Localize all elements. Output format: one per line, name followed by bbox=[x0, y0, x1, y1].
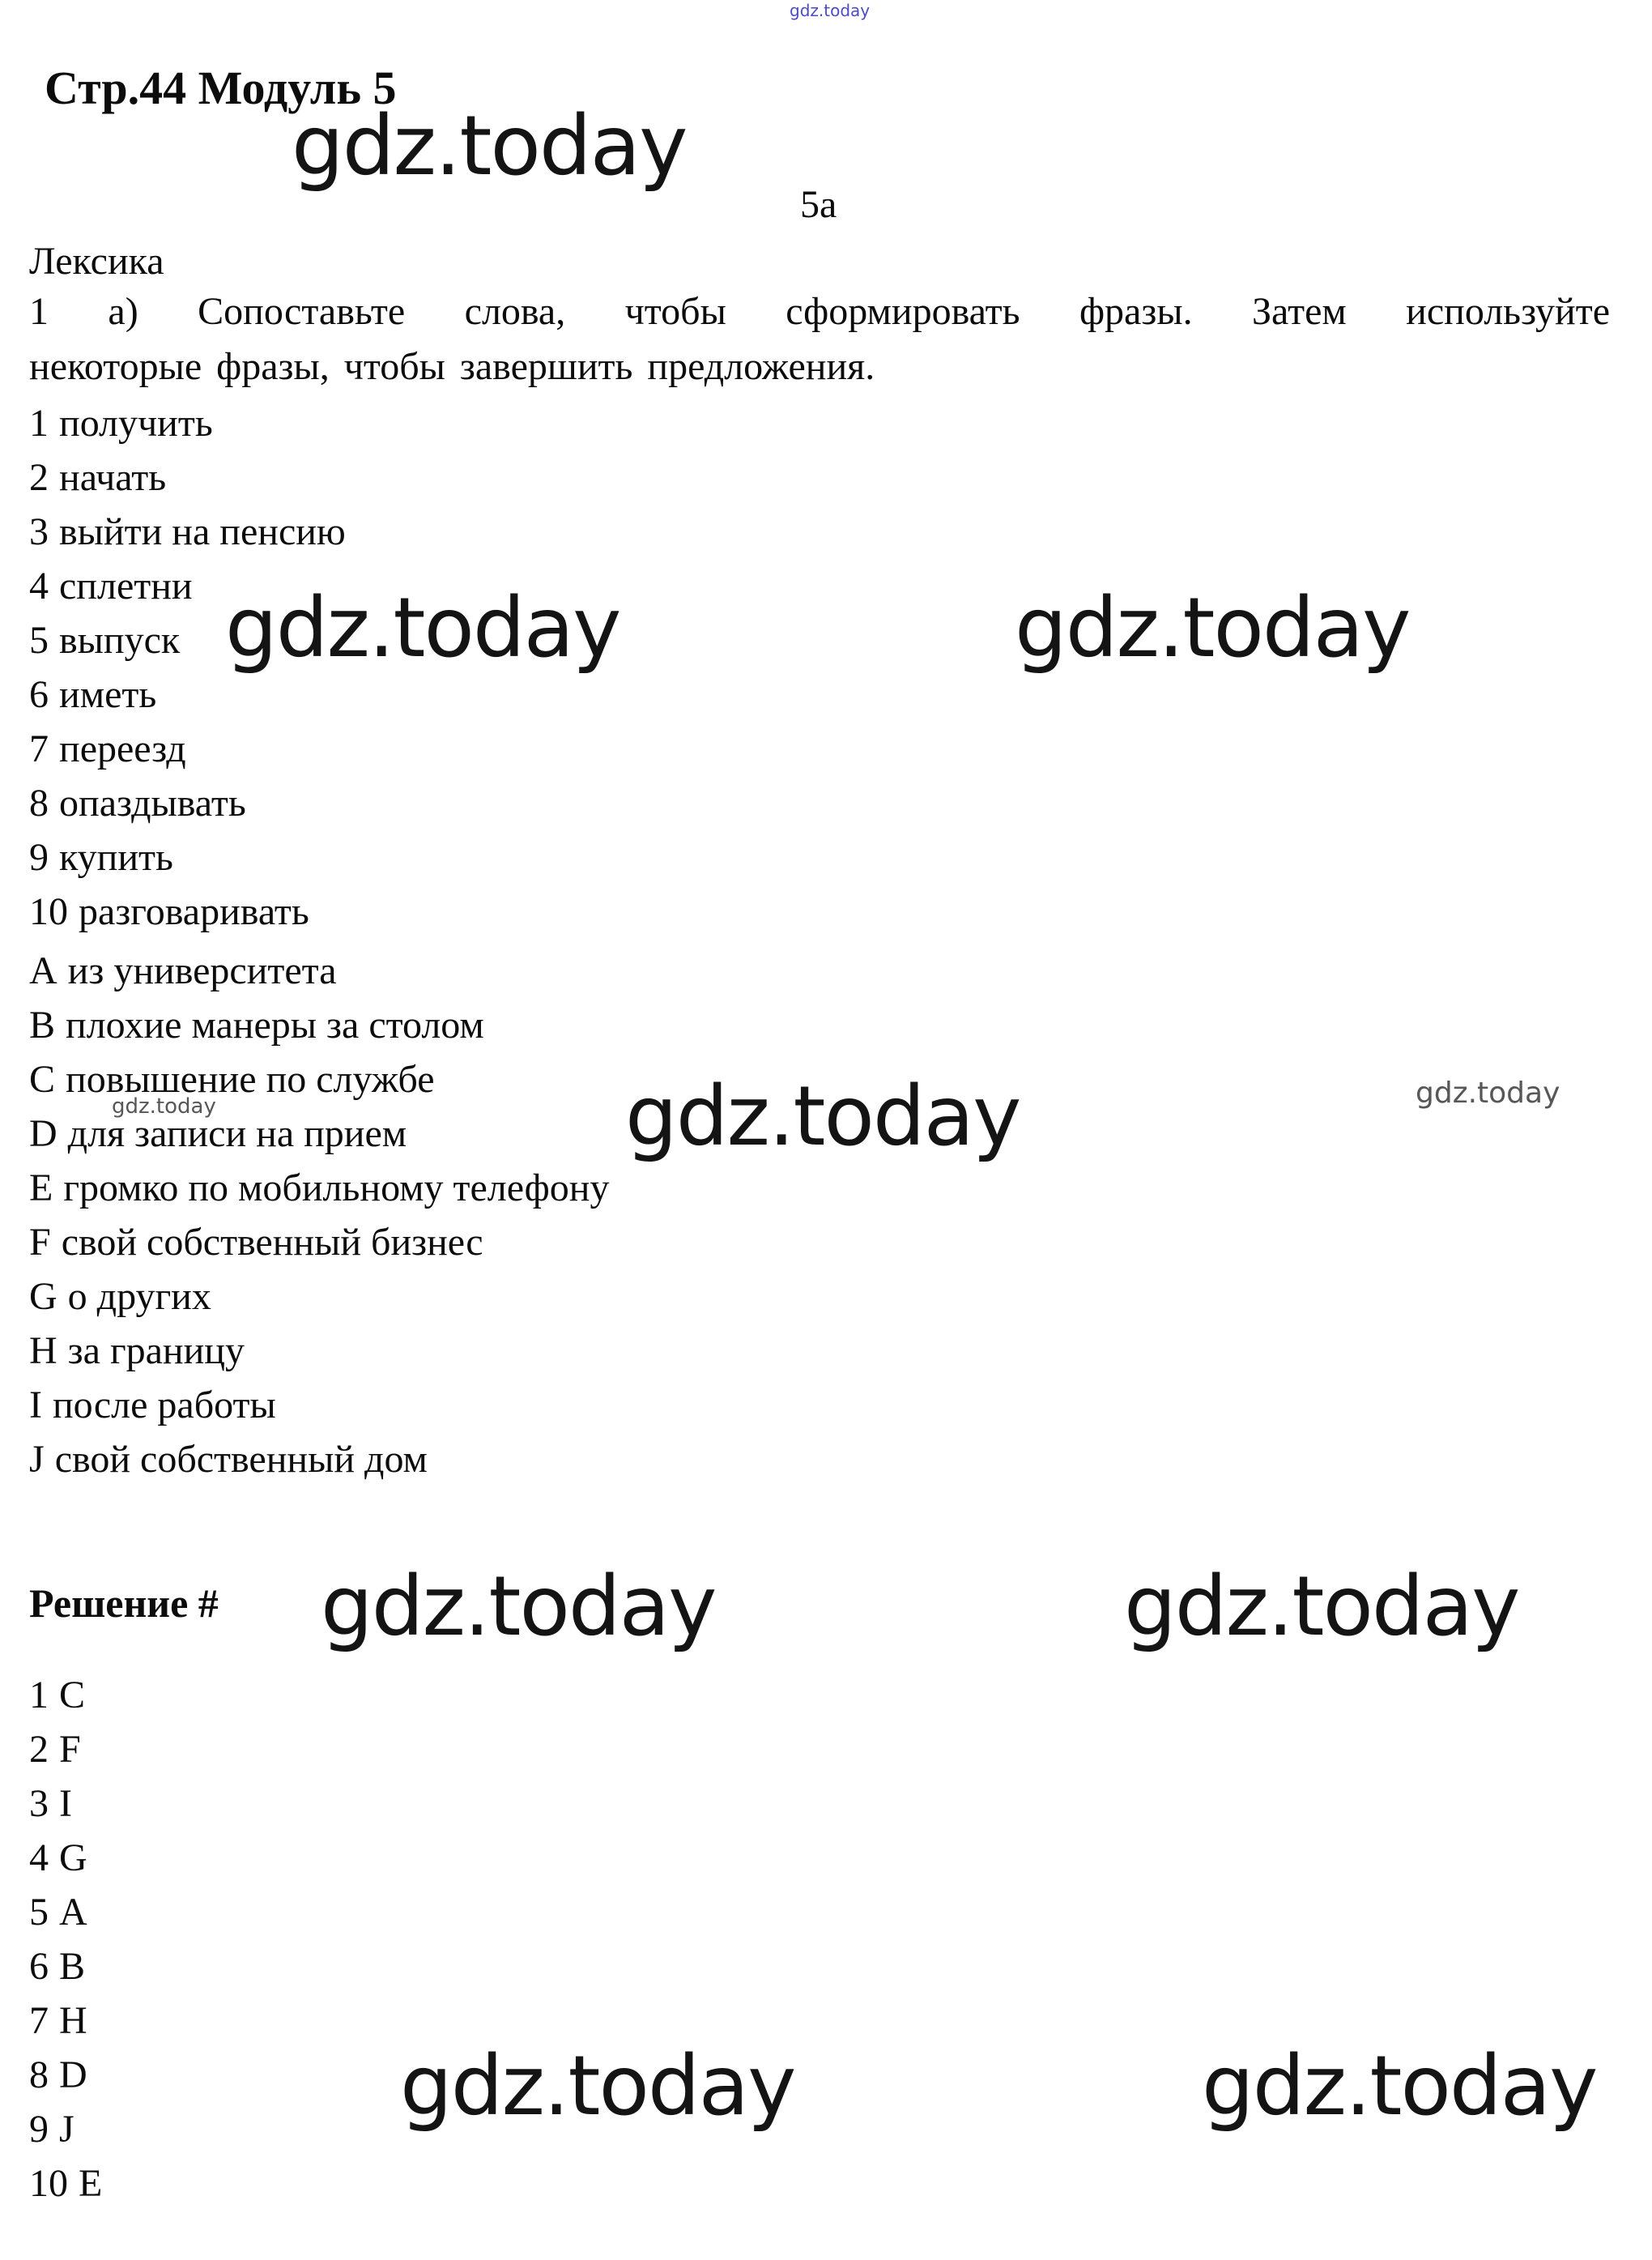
watermark-large-2: gdz.today bbox=[225, 580, 620, 676]
exercise-number: 5а bbox=[800, 183, 837, 226]
answer-number: 1 bbox=[29, 1674, 49, 1716]
word-text: иметь bbox=[59, 673, 157, 716]
word-number: 2 bbox=[29, 456, 49, 499]
answer-letter: H bbox=[59, 1999, 87, 2042]
answer-item bbox=[29, 2156, 102, 2211]
word-number: 7 bbox=[29, 727, 49, 770]
word-item bbox=[29, 776, 346, 830]
word-item bbox=[29, 722, 346, 776]
answer-item bbox=[29, 1668, 102, 1722]
phrase-text: повышение по службе bbox=[66, 1058, 435, 1101]
phrase-letter: J bbox=[29, 1438, 45, 1481]
watermark-large-3: gdz.today bbox=[1015, 580, 1410, 676]
phrase-letter: G bbox=[29, 1275, 57, 1318]
word-item bbox=[29, 450, 346, 505]
phrase-item bbox=[29, 1107, 609, 1161]
word-number: 1 bbox=[29, 402, 49, 445]
phrase-letter: I bbox=[29, 1384, 42, 1426]
phrase-text: плохие манеры за столом bbox=[66, 1004, 484, 1047]
phrase-letter: E bbox=[29, 1166, 53, 1209]
word-text: выпуск bbox=[59, 619, 181, 662]
watermark-large-7: gdz.today bbox=[400, 2038, 795, 2134]
word-item bbox=[29, 613, 346, 667]
word-list bbox=[29, 396, 346, 939]
phrase-item bbox=[29, 1432, 609, 1486]
answer-item bbox=[29, 1939, 102, 1993]
word-text: получить bbox=[59, 402, 213, 445]
answer-number: 3 bbox=[29, 1782, 49, 1825]
answer-item bbox=[29, 2048, 102, 2102]
answer-letter: A bbox=[59, 1891, 87, 1934]
answer-list bbox=[29, 1668, 102, 2211]
word-text: сплетни bbox=[59, 565, 193, 608]
word-text: купить bbox=[59, 836, 173, 879]
answer-item bbox=[29, 1993, 102, 2048]
word-number: 9 bbox=[29, 836, 49, 879]
answer-number: 8 bbox=[29, 2053, 49, 2096]
word-text: разговаривать bbox=[79, 890, 309, 933]
solution-heading: Решение # bbox=[29, 1580, 219, 1626]
phrase-letter: A bbox=[29, 949, 57, 992]
answer-number: 4 bbox=[29, 1836, 49, 1879]
answer-number: 6 bbox=[29, 1945, 49, 1988]
answer-letter: F bbox=[59, 1728, 81, 1771]
word-item bbox=[29, 885, 346, 939]
watermark-large-8: gdz.today bbox=[1202, 2038, 1597, 2134]
answer-number: 2 bbox=[29, 1728, 49, 1771]
phrase-text: свой собственный дом bbox=[54, 1438, 428, 1481]
answer-item bbox=[29, 1722, 102, 1776]
watermark-small-left: gdz.today bbox=[112, 1094, 216, 1119]
task-instruction-line2: некоторые фразы, чтобы завершить предложения. bbox=[29, 345, 875, 388]
phrase-item bbox=[29, 1324, 609, 1378]
answer-letter: B bbox=[59, 1945, 86, 1988]
phrase-letter: B bbox=[29, 1004, 56, 1047]
word-item bbox=[29, 559, 346, 613]
phrase-text: о других bbox=[67, 1275, 211, 1318]
word-item bbox=[29, 505, 346, 559]
watermark-large-1: gdz.today bbox=[292, 98, 687, 194]
answer-item bbox=[29, 2102, 102, 2156]
phrase-item bbox=[29, 1269, 609, 1324]
answer-item bbox=[29, 1885, 102, 1939]
phrase-text: громко по мобильному телефону bbox=[63, 1166, 610, 1209]
answer-item bbox=[29, 1776, 102, 1831]
phrase-item bbox=[29, 998, 609, 1052]
phrase-item bbox=[29, 1378, 609, 1432]
answer-number: 9 bbox=[29, 2108, 49, 2151]
phrase-text: за границу bbox=[67, 1329, 245, 1372]
phrase-text: из университета bbox=[67, 949, 337, 992]
answer-letter: D bbox=[59, 2053, 87, 2096]
word-number: 5 bbox=[29, 619, 49, 662]
phrase-list bbox=[29, 944, 609, 1486]
watermark-top: gdz.today bbox=[790, 1, 871, 20]
watermark-large-6: gdz.today bbox=[1124, 1559, 1519, 1655]
phrase-text: для записи на прием bbox=[67, 1112, 407, 1155]
answer-number: 5 bbox=[29, 1891, 49, 1934]
watermark-small-right: gdz.today bbox=[1416, 1077, 1560, 1110]
word-number: 8 bbox=[29, 782, 49, 825]
answer-letter: I bbox=[59, 1782, 72, 1825]
section-title: Лексика bbox=[29, 240, 164, 283]
phrase-item bbox=[29, 944, 609, 998]
word-text: выйти на пенсию bbox=[59, 510, 346, 553]
watermark-large-4: gdz.today bbox=[625, 1068, 1020, 1165]
phrase-text: свой собственный бизнес bbox=[61, 1221, 483, 1264]
page-title: Стр.44 Модуль 5 bbox=[45, 62, 397, 114]
answer-number: 10 bbox=[29, 2162, 68, 2205]
answer-number: 7 bbox=[29, 1999, 49, 2042]
word-text: переезд bbox=[59, 727, 186, 770]
answer-letter: E bbox=[79, 2162, 103, 2205]
word-number: 4 bbox=[29, 565, 49, 608]
answer-letter: J bbox=[59, 2108, 75, 2151]
word-number: 6 bbox=[29, 673, 49, 716]
word-number: 3 bbox=[29, 510, 49, 553]
word-item bbox=[29, 396, 346, 450]
phrase-item bbox=[29, 1052, 609, 1107]
phrase-letter: F bbox=[29, 1221, 51, 1264]
word-item bbox=[29, 830, 346, 885]
phrase-letter: C bbox=[29, 1058, 56, 1101]
answer-item bbox=[29, 1831, 102, 1885]
answer-letter: G bbox=[59, 1836, 87, 1879]
phrase-item bbox=[29, 1161, 609, 1215]
phrase-item bbox=[29, 1215, 609, 1269]
answer-letter: C bbox=[59, 1674, 86, 1716]
word-item bbox=[29, 667, 346, 722]
phrase-letter: D bbox=[29, 1112, 57, 1155]
phrase-text: после работы bbox=[52, 1384, 276, 1426]
word-text: опаздывать bbox=[59, 782, 246, 825]
word-number: 10 bbox=[29, 890, 68, 933]
watermark-large-5: gdz.today bbox=[321, 1559, 716, 1655]
task-instruction-line1: 1 а) Сопоставьте слова, чтобы сформировать фразы. Затем используйте bbox=[29, 290, 1610, 333]
phrase-letter: H bbox=[29, 1329, 57, 1372]
word-text: начать bbox=[59, 456, 167, 499]
